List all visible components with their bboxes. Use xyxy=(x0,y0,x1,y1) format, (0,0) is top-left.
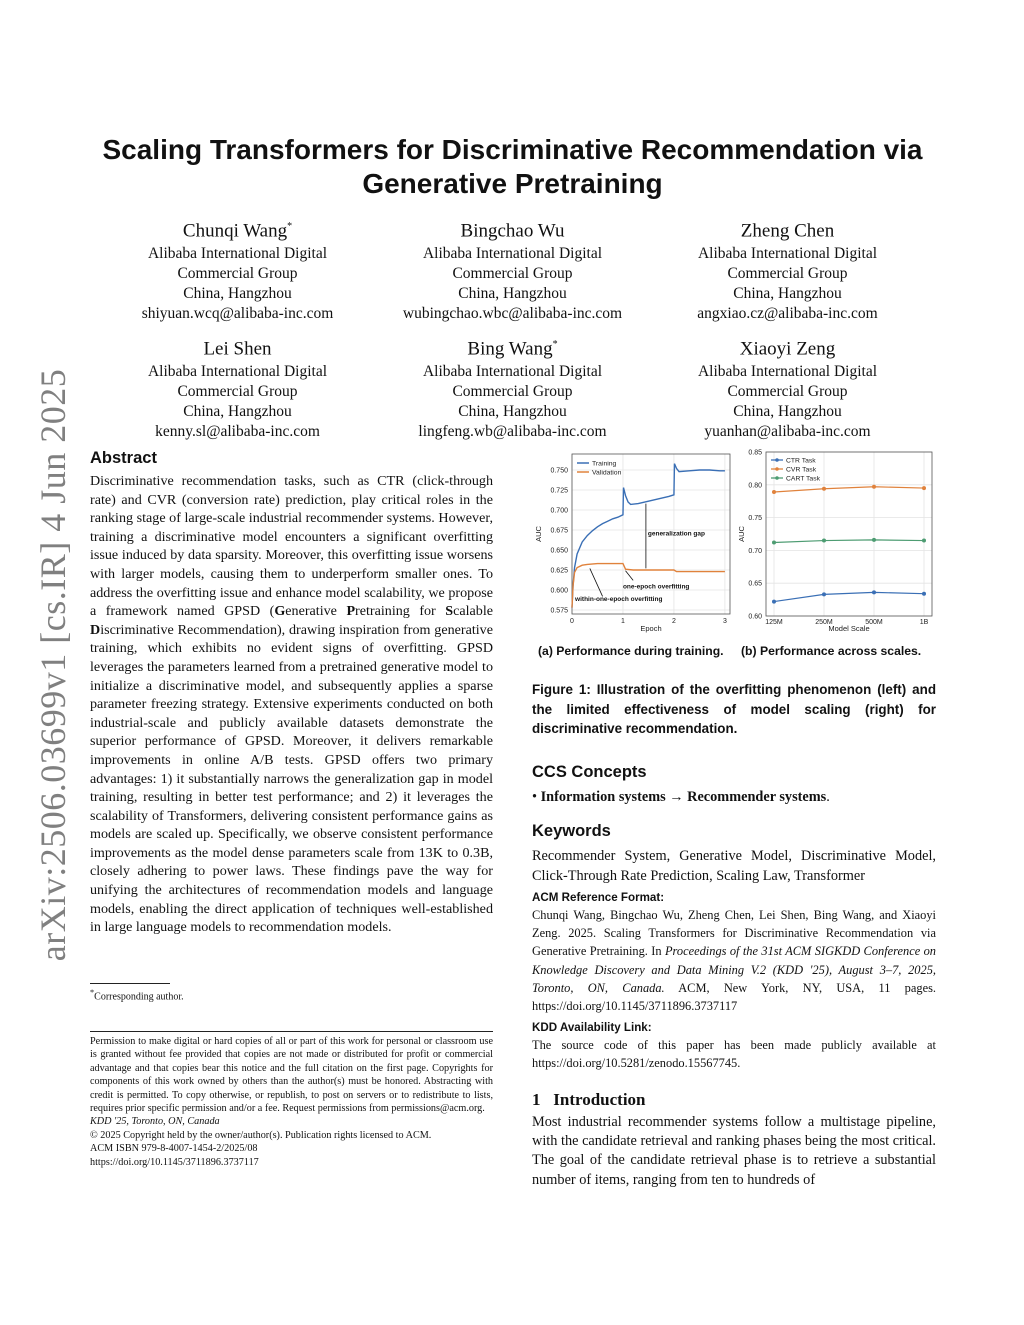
doi-link[interactable]: https://doi.org/10.1145/3711896.3737117 xyxy=(90,1156,259,1168)
chart-scales xyxy=(738,446,936,632)
acronym-letter: S xyxy=(445,603,454,620)
acm-ref-part: ACM, New York, NY, USA, 11 pages. https://doi.org/10.1145/3711896.3737117 xyxy=(532,980,936,1014)
abstract-section xyxy=(90,449,493,937)
author-email[interactable]: lingfeng.wb@alibaba-inc.com xyxy=(418,423,607,441)
author-location: China, Hangzhou xyxy=(183,285,292,303)
author-org: Commercial Group xyxy=(177,383,298,401)
footnote-mark: * xyxy=(90,988,95,997)
y-tick-label: 0.675 xyxy=(550,527,568,535)
y-tick-label: 0.60 xyxy=(748,613,762,621)
x-axis-label: Model Scale xyxy=(828,624,870,633)
author-email[interactable]: angxiao.cz@alibaba-inc.com xyxy=(697,305,878,323)
acm-ref-part: Chunqi Wang, Bingchao Wu, Zheng Chen, Lei Shen, Bing Wang, and Xiaoyi Zeng. 2025. Scaling Transformers for Discriminative Recommendation via Generative Pretraining. In xyxy=(532,908,936,959)
abstract-text-part: calable xyxy=(453,603,493,620)
ccs-item xyxy=(532,789,936,806)
legend-label: CTR Task xyxy=(786,457,816,465)
paper-title xyxy=(90,133,935,201)
y-tick-label: 0.750 xyxy=(550,467,568,475)
author-location: China, Hangzhou xyxy=(733,285,842,303)
keywords-section xyxy=(532,822,936,886)
author-name: Bing Wang xyxy=(467,338,553,360)
y-axis-label: AUC xyxy=(534,526,543,542)
footnote-text: Corresponding author. xyxy=(94,991,184,1003)
acm-reference-text xyxy=(532,906,936,1015)
author-org: Commercial Group xyxy=(727,265,848,283)
acm-reference-section xyxy=(532,891,936,1015)
ccs-item-text: Information systems → Recommender systems xyxy=(540,789,827,805)
x-tick-label: 125M xyxy=(765,619,783,626)
permission-text: Permission to make digital or hard copies of all or part of this work for personal or classroom use is granted without fee provided that copies are not made or distributed for profit or commercial advantage and that copies bear this notice and the full citation on the first page. Copyrights for components of this work owned by others than the author(s) must be honored. Abstracting with credit is permitted. To copy otherwise, or republish, to post on servers or to redistribute to lists, requires prior specific permission and/or a fee. Request permissions from permissions@acm.org. xyxy=(90,1036,493,1115)
legend-label: CART Task xyxy=(786,475,820,483)
y-tick-label: 0.575 xyxy=(550,607,568,615)
y-tick-label: 0.625 xyxy=(550,567,568,575)
data-point xyxy=(872,485,876,489)
legend-marker xyxy=(775,467,779,471)
y-tick-label: 0.65 xyxy=(748,580,762,588)
x-axis-label: Epoch xyxy=(640,624,662,633)
series-line-cvr-task xyxy=(774,487,924,492)
author-email[interactable]: wubingchao.wbc@alibaba-inc.com xyxy=(402,305,623,323)
data-point xyxy=(922,592,926,596)
abstract-text-part: retraining for xyxy=(355,603,446,620)
author-name: Bingchao Wu xyxy=(460,220,565,242)
y-tick-label: 0.700 xyxy=(550,507,568,515)
author-email[interactable]: shiyuan.wcq@alibaba-inc.com xyxy=(141,305,334,323)
data-point xyxy=(872,590,876,594)
ccs-heading: CCS Concepts xyxy=(532,763,647,781)
y-tick-label: 0.80 xyxy=(748,482,762,490)
author-org: Commercial Group xyxy=(452,383,573,401)
title-line-2: Generative Pretraining xyxy=(362,168,663,199)
kdd-link-text: The source code of this paper has been made publicly available at https://doi.org/10.5281/zenodo.15567745. xyxy=(532,1038,936,1071)
series-line-cart-task xyxy=(774,540,924,543)
author-org: Alibaba International Digital xyxy=(422,363,603,381)
arxiv-stamp-text: arXiv:2506.03699v1 [cs.IR] 4 Jun 2025 xyxy=(33,368,73,962)
author-name: Xiaoyi Zeng xyxy=(739,338,836,360)
footnote xyxy=(90,988,184,1002)
author-org: Commercial Group xyxy=(177,265,298,283)
annotation-arrow xyxy=(590,568,603,596)
author-org: Alibaba International Digital xyxy=(422,245,603,263)
acm-ref-proceedings: Proceedings of the 31st ACM SIGKDD Conference on Knowledge Discovery and Data Mining V.2 (KDD '25), August 3–7, 2025, Toronto, ON, Canada. xyxy=(532,944,936,995)
author-block xyxy=(100,215,375,324)
x-tick-label: 1 xyxy=(621,618,625,625)
figure-caption: Figure 1: Illustration of the overfitting phenomenon (left) and the limited effectiveness of model scaling (right) for discriminative recommendation. xyxy=(532,682,936,736)
keywords-heading: Keywords xyxy=(532,822,611,840)
subcaption-a: (a) Performance during training. xyxy=(538,644,724,658)
x-tick-label: 2 xyxy=(671,618,676,625)
abstract-text-part: enerative xyxy=(285,603,347,620)
author-block xyxy=(100,333,375,442)
legend-label: Training xyxy=(592,460,617,468)
legend-label: CVR Task xyxy=(786,466,817,474)
author-mark: * xyxy=(552,339,558,350)
section-number: 1 xyxy=(532,1090,541,1109)
intro-text: Most industrial recommender systems follow a multistage pipeline, with the candidate retrieval and ranking phases being the most critical. The goal of the candidate retrieval phase is to retrieve a substantial number of items, ranging from ten to hundreds of xyxy=(532,1114,936,1188)
period: . xyxy=(826,789,830,805)
author-location: China, Hangzhou xyxy=(733,403,842,421)
data-point xyxy=(872,538,876,542)
author-name: Lei Shen xyxy=(203,338,272,360)
acm-reference-heading: ACM Reference Format: xyxy=(532,891,665,904)
figure-1 xyxy=(532,446,936,632)
intro-section xyxy=(532,1090,936,1190)
isbn-text: ACM ISBN 979-8-4007-1454-2/2025/08 xyxy=(90,1143,258,1155)
kdd-link-heading: KDD Availability Link: xyxy=(532,1021,652,1034)
author-location: China, Hangzhou xyxy=(458,403,567,421)
author-org: Alibaba International Digital xyxy=(147,245,328,263)
y-axis-label: AUC xyxy=(737,526,746,542)
author-email[interactable]: kenny.sl@alibaba-inc.com xyxy=(155,423,320,441)
acronym-letter: P xyxy=(346,603,356,620)
abstract-heading: Abstract xyxy=(90,449,157,467)
author-name: Zheng Chen xyxy=(740,220,835,242)
venue-text: KDD '25, Toronto, ON, Canada xyxy=(90,1116,220,1128)
data-point xyxy=(772,600,776,604)
author-org: Alibaba International Digital xyxy=(697,245,878,263)
x-tick-label: 250M xyxy=(815,619,833,626)
author-location: China, Hangzhou xyxy=(458,285,567,303)
series-line-ctr-task xyxy=(774,592,924,601)
y-tick-label: 0.70 xyxy=(748,547,762,555)
y-tick-label: 0.650 xyxy=(550,547,568,555)
author-block xyxy=(375,333,650,442)
legend-marker xyxy=(775,458,779,462)
author-mark: * xyxy=(287,221,293,232)
y-tick-label: 0.75 xyxy=(748,515,762,523)
arxiv-stamp xyxy=(30,368,76,962)
annotation-label: within-one-epoch overfitting xyxy=(575,596,663,604)
author-email[interactable]: yuanhan@alibaba-inc.com xyxy=(704,423,871,441)
author-block xyxy=(375,215,650,324)
subcaption-b: (b) Performance across scales. xyxy=(741,644,922,658)
chart-training xyxy=(532,446,738,632)
author-block xyxy=(650,333,925,442)
ccs-section xyxy=(532,763,936,806)
kdd-link-section xyxy=(532,1021,936,1072)
legend-label: Validation xyxy=(592,469,622,477)
footnote-rule xyxy=(90,983,170,984)
author-row-2 xyxy=(100,333,925,442)
title-line-1: Scaling Transformers for Discriminative Recommendation via xyxy=(102,134,923,165)
intro-heading xyxy=(532,1090,936,1110)
data-point xyxy=(772,541,776,545)
author-org: Commercial Group xyxy=(452,265,573,283)
permission-block xyxy=(90,1035,493,1169)
permission-rule xyxy=(90,1031,493,1032)
abstract-text xyxy=(90,472,493,937)
abstract-text-part: iscriminative Recommendation), drawing inspiration from generative training, which exhibits no evident signs of overfitting. GPSD leverages the parameters learned from a pretrained generative model to initialize a discriminative model, and subsequently applies a sparse parameter freezing strategy. Extensive experiments conducted on both industrial-scale and publicly available datasets demonstrate the superior performance of GPSD. Moreover, it delivers remarkable improvements in online A/B tests. GPSD offers two primary advantages: 1) it substantially narrows the generalization gap in model training, resulting in better test performance; and 2) it leverages the scalability of Transformers, delivering consistent performance gains as models are scaled up. Specifically, we observe consistent performance improvements as the model dense parameters scale from 13K to 0.3B, closely adhering to power laws. These findings pave the way for unifying the architectures of recommendation models and language models, enabling the direct application of techniques well-established in large language models to recommendation models. xyxy=(90,621,493,936)
author-row-1 xyxy=(100,215,925,324)
data-point xyxy=(922,539,926,543)
acronym-letter: D xyxy=(90,621,101,638)
x-tick-label: 1B xyxy=(919,619,929,626)
y-tick-label: 0.600 xyxy=(550,587,568,595)
annotation-arrow xyxy=(626,571,634,581)
data-point xyxy=(822,487,826,491)
author-org: Alibaba International Digital xyxy=(147,363,328,381)
legend-marker xyxy=(775,476,779,480)
data-point xyxy=(922,486,926,490)
y-tick-label: 0.85 xyxy=(748,449,762,457)
author-block xyxy=(650,215,925,324)
x-tick-label: 500M xyxy=(865,619,883,626)
author-name: Chunqi Wang xyxy=(182,220,288,242)
copyright-text: © 2025 Copyright held by the owner/author(s). Publication rights licensed to ACM. xyxy=(90,1129,432,1141)
keywords-text: Recommender System, Generative Model, Discriminative Model, Click-Through Rate Prediction, Scaling Law, Transformer xyxy=(532,848,936,884)
data-point xyxy=(822,539,826,543)
x-tick-label: 3 xyxy=(722,618,727,625)
bullet: • xyxy=(532,789,538,805)
annotation-label: one-epoch overfitting xyxy=(622,583,690,591)
author-location: China, Hangzhou xyxy=(183,403,292,421)
data-point xyxy=(772,490,776,494)
author-org: Commercial Group xyxy=(727,383,848,401)
y-tick-label: 0.725 xyxy=(550,487,568,495)
data-point xyxy=(822,592,826,596)
acronym-letter: G xyxy=(274,603,286,620)
section-title: Introduction xyxy=(553,1090,646,1109)
author-org: Alibaba International Digital xyxy=(697,363,878,381)
x-tick-label: 0 xyxy=(570,618,574,625)
abstract-text-part: Discriminative recommendation tasks, such as CTR (click-through rate) and CVR (conversion rate) prediction, play critical roles in the ranking stage of large-scale industrial recommender systems. However, training a discriminative model encounters a significant overfitting issue induced by data sparsity. Moreover, this overfitting issue worsens with larger models, causing them to underperform smaller ones. To address the overfitting issue and enhance model scalability, we propose a framework named GPSD ( xyxy=(90,473,493,620)
annotation-label: generalization gap xyxy=(647,530,705,538)
